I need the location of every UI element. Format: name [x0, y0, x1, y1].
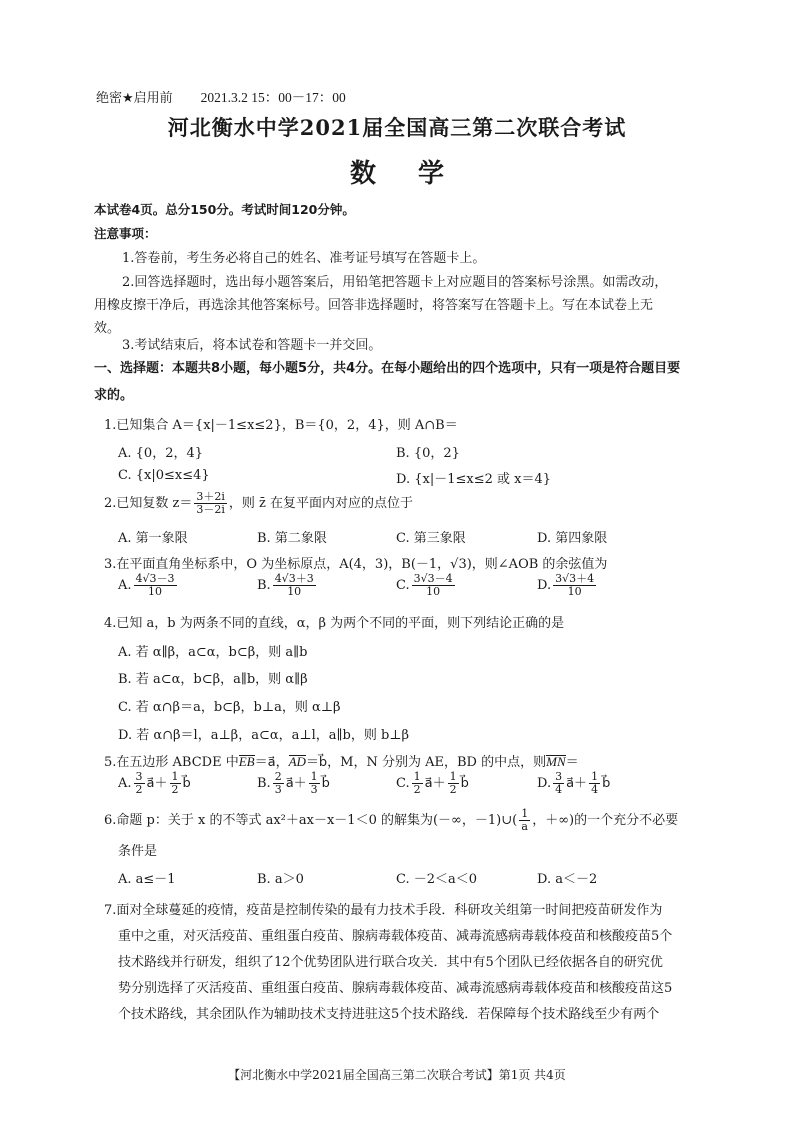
option-fraction [589, 771, 600, 796]
question-5-pre: 5.在五边形 ABCDE 中 [104, 755, 239, 770]
question-4-option-a: A. 若 α∥β，a⊂α，b⊂β，则 a∥b [118, 645, 308, 660]
question-3-option-c [396, 573, 457, 598]
option-label: A. [118, 776, 132, 791]
fraction-num: 2 [274, 770, 282, 783]
option-label: D. [537, 776, 552, 791]
question-1-option-b: B. {0，2} [396, 446, 460, 461]
question-2-option-d: D. 第四象限 [537, 531, 608, 546]
fraction-num: 3√3＋4 [555, 572, 595, 585]
fraction-num: 4√3－3 [135, 572, 175, 585]
question-6-post: ，＋∞)的一个充分不必要 [532, 813, 679, 828]
option-term: b⃗ [182, 776, 191, 791]
option-fraction [553, 573, 596, 598]
note-3: 3.考试结束后，将本试卷和答题卡一并交回。 [122, 338, 382, 353]
question-5-option-d [537, 771, 610, 796]
section-heading-cont: 求的。 [94, 388, 134, 403]
option-label: C. [396, 776, 410, 791]
fraction-num: 1 [521, 807, 529, 820]
option-term: a⃗＋ [424, 776, 446, 791]
exam-title: 河北衡水中学2021届全国高三第二次联合考试 [167, 115, 627, 140]
question-6-pre: 6.命题 p：关于 x 的不等式 ax²＋ax－x－1＜0 的解集为(－∞，－1)∪( [104, 813, 518, 828]
question-1-option-c: C. {x|0≤x≤4} [118, 468, 210, 483]
fraction-num: 3 [135, 770, 143, 783]
question-5-option-a [118, 771, 191, 796]
question-2-pre: 2.已知复数 z＝ [104, 496, 193, 511]
fraction-den: 10 [567, 585, 582, 598]
option-label: B. [257, 776, 271, 791]
option-fraction [448, 771, 459, 796]
question-7-line-4: 势分别选择了灭活疫苗、重组蛋白疫苗、腺病毒载体疫苗、减毒流感病毒载体疫苗和核酸疫苗这5 [118, 981, 673, 996]
subject-title: 数学 [349, 159, 486, 189]
note-1: 1.答卷前，考生务必将自己的姓名、准考证号填写在答题卡上。 [122, 251, 486, 266]
option-term: a⃗＋ [566, 776, 588, 791]
question-6-option-d: D. a＜－2 [537, 872, 598, 887]
option-term: a⃗＋ [285, 776, 307, 791]
question-4-stem: 4.已知 a，b 为两条不同的直线，α，β 为两个不同的平面，则下列结论正确的是 [104, 616, 565, 631]
question-1-option-a: A. {0，2，4} [118, 446, 204, 461]
question-5-stem [104, 751, 579, 770]
option-fraction [309, 771, 320, 796]
fraction-num: 1 [171, 770, 179, 783]
fraction-num: 3√3－4 [413, 572, 453, 585]
vector-eb: EB [238, 754, 255, 769]
question-4-option-b: B. 若 a⊂α，b⊂β，a∥b，则 α∥β [118, 672, 308, 687]
vector-mn: MN [546, 754, 566, 769]
question-4-option-c: C. 若 α∩β＝a，b⊂β，b⊥a，则 α⊥β [118, 700, 341, 715]
question-6-stem [104, 808, 678, 833]
fraction-num: 1 [310, 770, 318, 783]
option-fraction [412, 771, 423, 796]
option-term: b⃗ [602, 776, 611, 791]
question-1-option-d: D. {x|－1≤x≤2 或 x＝4} [396, 472, 552, 487]
option-term: b⃗ [460, 776, 469, 791]
fraction-den: 2 [449, 783, 457, 796]
question-2-stem [104, 491, 413, 516]
question-5-option-b [257, 771, 330, 796]
fraction-den: 2 [135, 783, 143, 796]
option-fraction [134, 771, 145, 796]
fraction-den: 4 [591, 783, 599, 796]
fraction-num: 1 [449, 770, 457, 783]
fraction-den: 3 [310, 783, 318, 796]
exam-intro: 本试卷4页。总分150分。考试时间120分钟。 [94, 202, 355, 217]
question-5-option-c [396, 771, 469, 796]
note-2-end: 效。 [94, 321, 121, 336]
option-term: a⃗＋ [146, 776, 168, 791]
exam-datetime: 2021.3.2 15：00－17：00 [200, 90, 346, 105]
vector-ad: AD [288, 754, 306, 769]
option-fraction [273, 573, 316, 598]
question-5-mid1: ＝a⃗， [254, 755, 289, 770]
question-6-stem-cont: 条件是 [118, 844, 158, 859]
question-2-post: ，则 z̄ 在复平面内对应的点位于 [228, 496, 414, 511]
question-1-stem: 1.已知集合 A＝{x|－1≤x≤2}，B＝{0，2，4}，则 A∩B＝ [104, 418, 458, 433]
confidential-header [96, 86, 346, 106]
question-6-option-b: B. a＞0 [257, 872, 304, 887]
secret-label: 绝密★启用前 [96, 91, 173, 106]
question-3-stem: 3.在平面直角坐标系中，O 为坐标原点，A(4，3)，B(－1，√3)，则∠AOB 的余弦值为 [104, 557, 608, 572]
note-2: 2.回答选择题时，选出每小题答案后，用铅笔把答题卡上对应题目的答案标号涂黑。如需改动， [122, 275, 668, 290]
option-label: D. [537, 578, 552, 593]
fraction-den: 3 [274, 783, 282, 796]
fraction-den: 10 [148, 585, 163, 598]
option-fraction [412, 573, 455, 598]
fraction-den: 4 [555, 783, 563, 796]
question-7-line-5: 个技术路线，其余团队作为辅助技术支持进驻这5个技术路线．若保障每个技术路线至少有两个 [118, 1007, 660, 1022]
question-7-line-3: 技术路线并行研发，组织了12个优势团队进行联合攻关．其中有5个团队已经依据各自的研究优 [118, 955, 663, 970]
question-6-fraction [519, 808, 530, 833]
fraction-num: 1 [591, 770, 599, 783]
option-label: A. [118, 578, 132, 593]
option-fraction [134, 573, 177, 598]
option-fraction [553, 771, 564, 796]
option-term: b⃗ [321, 776, 330, 791]
fraction-den: 10 [426, 585, 441, 598]
note-2-cont: 用橡皮擦干净后，再选涂其他答案标号。回答非选择题时，将答案写在答题卡上。写在本试卷上无 [94, 298, 654, 313]
fraction-num: 3 [555, 770, 563, 783]
fraction-den: 10 [287, 585, 302, 598]
notes-heading: 注意事项： [94, 226, 157, 241]
question-2-fraction [194, 491, 227, 516]
fraction-den: 3－2i [196, 503, 225, 516]
question-6-option-a: A. a≤－1 [118, 872, 176, 887]
option-fraction [170, 771, 181, 796]
page-footer: 【河北衡水中学2021届全国高三第二次联合考试】第1页 共4页 [228, 1068, 566, 1082]
option-label: C. [396, 578, 410, 593]
fraction-den: a [521, 820, 528, 833]
question-5-mid2: ＝b⃗，M，N 分别为 AE，BD 的中点，则 [305, 755, 547, 770]
question-7-line-2: 重中之重，对灭活疫苗、重组蛋白疫苗、腺病毒载体疫苗、减毒流感病毒载体疫苗和核酸疫苗5个 [118, 929, 673, 944]
question-2-option-a: A. 第一象限 [118, 531, 188, 546]
question-4-option-d: D. 若 α∩β＝l，a⊥β，a⊂α，a⊥l，a∥b，则 b⊥β [118, 728, 410, 743]
question-3-option-d [537, 573, 598, 598]
fraction-num: 3＋2i [196, 490, 225, 503]
fraction-den: 2 [413, 783, 421, 796]
question-3-option-a [118, 573, 179, 598]
question-7-line-1: 7.面对全球蔓延的疫情，疫苗是控制传染的最有力技术手段．科研攻关组第一时间把疫苗研发作为 [104, 903, 663, 918]
question-3-option-b [257, 573, 318, 598]
fraction-den: 2 [171, 783, 179, 796]
question-2-option-c: C. 第三象限 [396, 531, 466, 546]
section-heading: 一、选择题：本题共8小题，每小题5分，共4分。在每小题给出的四个选项中，只有一项是符合题目要 [94, 361, 681, 376]
question-6-option-c: C. －2＜a＜0 [396, 872, 478, 887]
option-label: B. [257, 578, 271, 593]
option-fraction [273, 771, 284, 796]
fraction-num: 1 [413, 770, 421, 783]
fraction-num: 4√3＋3 [274, 572, 314, 585]
question-2-option-b: B. 第二象限 [257, 531, 327, 546]
question-5-post: ＝ [565, 755, 579, 770]
